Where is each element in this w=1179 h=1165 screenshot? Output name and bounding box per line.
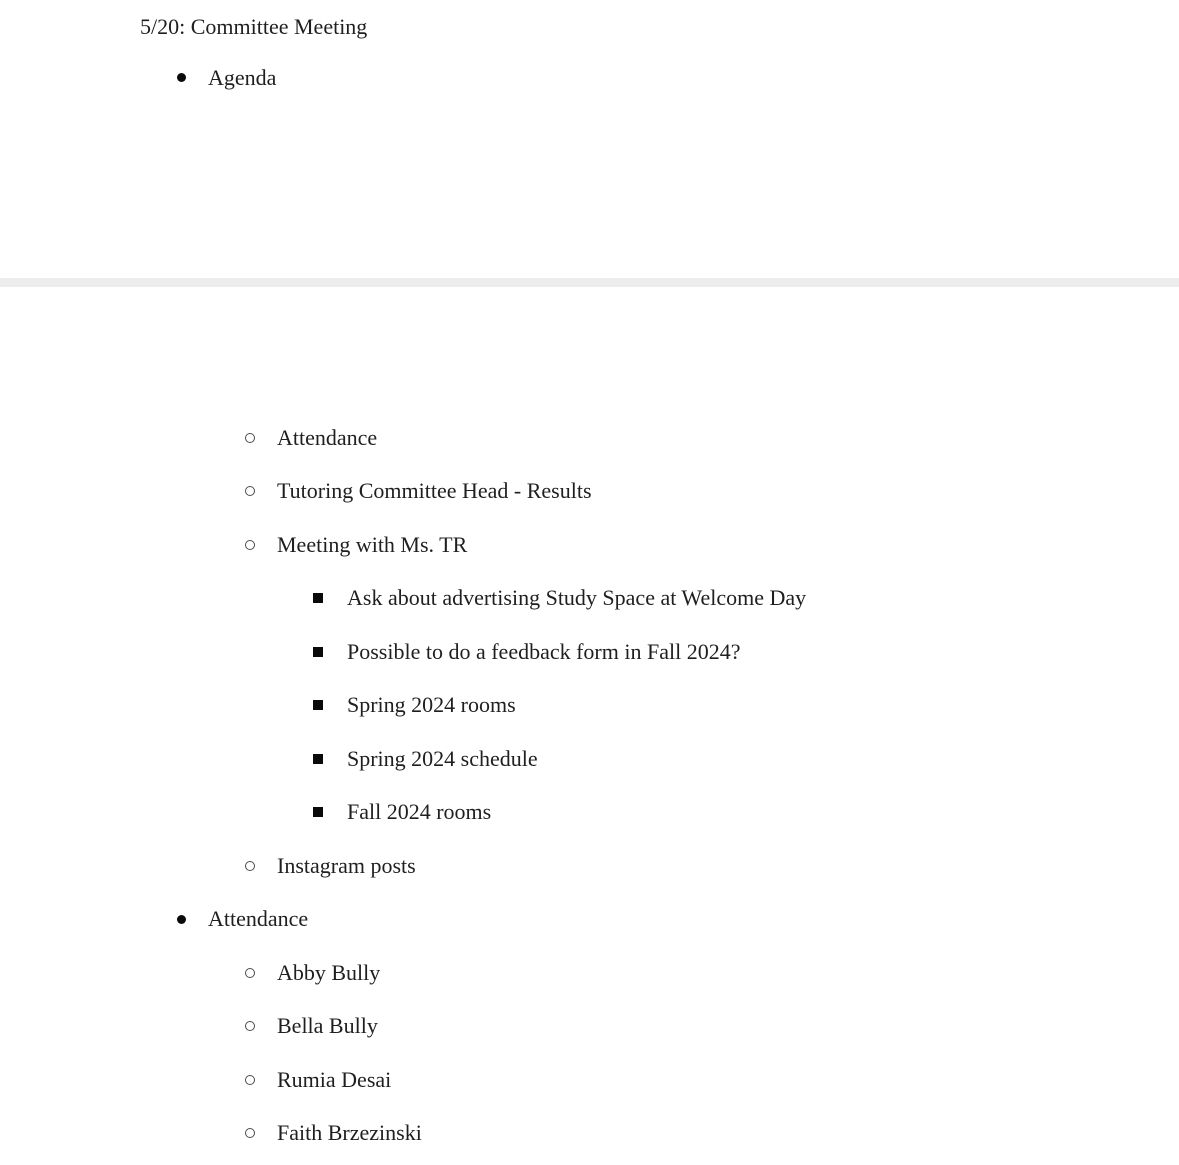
square-bullet-icon <box>313 754 323 764</box>
list-item[interactable] <box>0 893 1179 947</box>
list-item[interactable] <box>0 518 1179 572</box>
list-item-text: Rumia Desai <box>277 1066 392 1092</box>
list-item-text: Attendance <box>208 906 309 932</box>
circle-bullet-icon <box>245 1075 255 1085</box>
list-item[interactable] <box>0 572 1179 626</box>
list-item-text: Fall 2024 rooms <box>347 799 492 825</box>
list-item[interactable] <box>0 625 1179 679</box>
circle-bullet-icon <box>245 486 255 496</box>
list-item-text: Agenda <box>208 64 277 90</box>
circle-bullet-icon <box>245 433 255 443</box>
circle-bullet-icon <box>245 1021 255 1031</box>
square-bullet-icon <box>313 593 323 603</box>
list-item-text: Abby Bully <box>277 959 381 985</box>
square-bullet-icon <box>313 700 323 710</box>
list-item[interactable] <box>0 1000 1179 1054</box>
page-break-divider <box>0 278 1179 287</box>
page2-list <box>0 411 1179 1160</box>
square-bullet-icon <box>313 647 323 657</box>
list-item-text: Attendance <box>277 424 378 450</box>
disc-bullet-icon <box>177 915 186 924</box>
list-item-text: Faith Brzezinski <box>277 1120 422 1146</box>
circle-bullet-icon <box>245 540 255 550</box>
list-item-text: Bella Bully <box>277 1013 378 1039</box>
list-item-text: Ask about advertising Study Space at Welcome Day <box>347 585 807 611</box>
list-item[interactable] <box>0 1053 1179 1107</box>
list-item[interactable] <box>0 732 1179 786</box>
circle-bullet-icon <box>245 861 255 871</box>
disc-bullet-icon <box>177 73 186 82</box>
list-item[interactable] <box>0 1107 1179 1161</box>
list-item[interactable] <box>0 51 1179 105</box>
list-item[interactable] <box>0 786 1179 840</box>
list-item-text: Spring 2024 rooms <box>347 692 516 718</box>
circle-bullet-icon <box>245 1128 255 1138</box>
list-item[interactable] <box>0 465 1179 519</box>
list-item[interactable] <box>0 679 1179 733</box>
list-item-text: Instagram posts <box>277 852 416 878</box>
list-item-text: Spring 2024 schedule <box>347 745 538 771</box>
list-item[interactable] <box>0 411 1179 465</box>
square-bullet-icon <box>313 807 323 817</box>
doc-title[interactable]: 5/20: Committee Meeting <box>140 14 368 39</box>
list-item-text: Tutoring Committee Head - Results <box>277 478 592 504</box>
circle-bullet-icon <box>245 968 255 978</box>
list-item-text: Possible to do a feedback form in Fall 2024? <box>347 638 741 664</box>
list-item[interactable] <box>0 839 1179 893</box>
list-item-text: Meeting with Ms. TR <box>277 531 468 557</box>
list-item[interactable] <box>0 946 1179 1000</box>
page1-list <box>0 51 1179 105</box>
